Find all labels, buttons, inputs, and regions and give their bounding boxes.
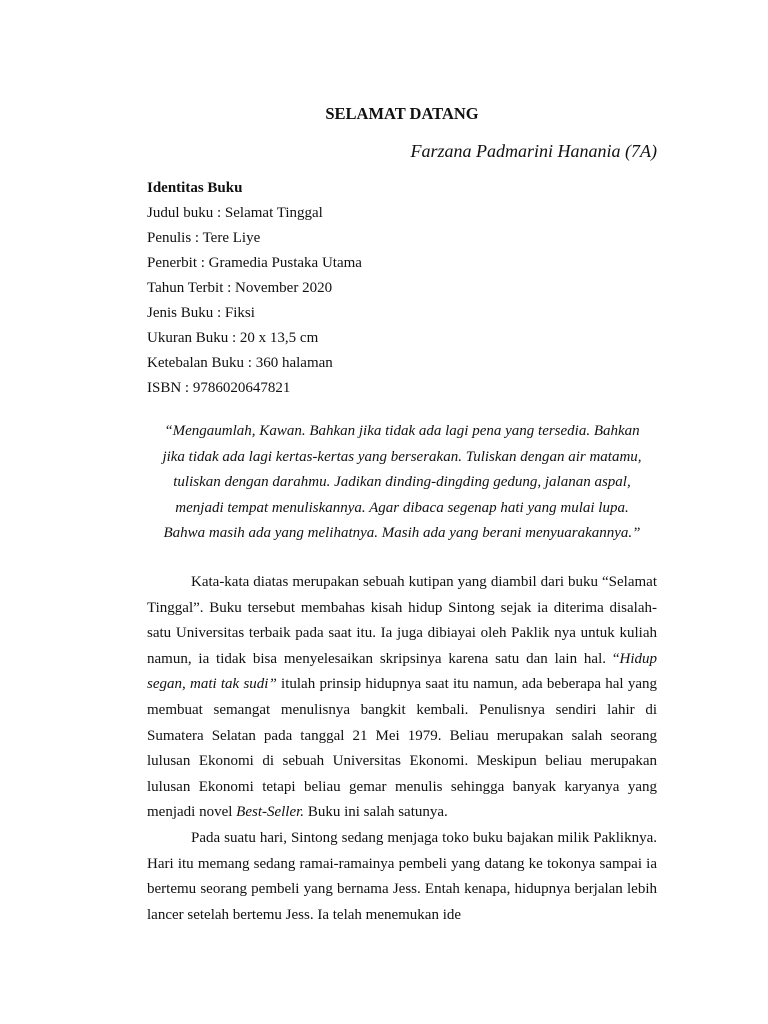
paragraph-1-part-c: Buku ini salah satunya. (304, 804, 448, 821)
identity-row-pages: Ketebalan Buku : 360 halaman (147, 355, 333, 371)
paragraph-1-part-b: itulah prinsip hidupnya saat itu namun, ada beberapa hal yang membuat semangat menulisnya bangkit kembali. Penulisnya sendiri lahir di Sumatera Selatan pada tanggal 21 Mei 1979. Beliau merupakan salah seorang lulusan Ekonomi di sebuah Universitas Ekonomi. Meskipun beliau merupakan lulusan Ekonomi tetapi beliau gemar menulis sehingga banyak karyanya yang menjadi novel (147, 676, 657, 821)
quote-line: Bahwa masih ada yang melihatnya. Masih ada yang berani menyuarakannya.” (163, 525, 641, 541)
document-title: SELAMAT DATANG (325, 104, 479, 123)
book-identity-section (147, 176, 657, 401)
paragraph-1 (147, 570, 657, 826)
document-page (147, 0, 657, 1024)
identity-row-genre: Jenis Buku : Fiksi (147, 305, 255, 321)
quote-line: tuliskan dengan darahmu. Jadikan dinding-dingding gedung, jalanan aspal, (173, 474, 631, 490)
paragraph-2: Pada suatu hari, Sintong sedang menjaga toko buku bajakan milik Pakliknya. Hari itu memang sedang ramai-ramainya pembeli yang datang ke tokonya sampai ia bertemu seorang pembeli yang bernama Jess. Entah kenapa, hidupnya berjalan lebih lancer setelah bertemu Jess. Ia telah menemukan ide (147, 829, 657, 923)
author-line: Farzana Padmarini Hanania (7A) (410, 141, 657, 161)
identity-row-publisher: Penerbit : Gramedia Pustaka Utama (147, 255, 362, 271)
identity-row-year: Tahun Terbit : November 2020 (147, 280, 333, 296)
book-quote (147, 419, 657, 547)
identity-row-size: Ukuran Buku : 20 x 13,5 cm (147, 330, 319, 346)
paragraph-1-italic-phrase: Hidup segan, mati tak sudi” (147, 650, 657, 693)
paragraph-1-italic-term: Best-Seller. (236, 804, 305, 821)
quote-line: “Mengaumlah, Kawan. Bahkan jika tidak ada lagi pena yang tersedia. Bahkan (164, 423, 640, 439)
identity-heading: Identitas Buku (147, 180, 243, 196)
identity-row-title: Judul buku : Selamat Tinggal (147, 205, 323, 221)
paragraph-1-part-a: Kata-kata diatas merupakan sebuah kutipan yang diambil dari buku “Selamat Tinggal”. Buku tersebut membahas kisah hidup Sintong sejak ia diterima disalah-satu Universitas terbaik pada saat itu. Ia juga dibiayai oleh Paklik nya untuk kuliah namun, ia tidak bisa menyelesaikan skripsinya karena satu dan lain hal. “ (147, 574, 657, 667)
review-body (147, 570, 657, 928)
identity-row-author: Penulis : Tere Liye (147, 230, 261, 246)
quote-line: menjadi tempat menuliskannya. Agar dibaca segenap hati yang mulai lupa. (175, 499, 629, 516)
quote-line: jika tidak ada lagi kertas-kertas yang berserakan. Tuliskan dengan air matamu, (162, 448, 642, 465)
identity-row-isbn: ISBN : 9786020647821 (147, 380, 291, 396)
